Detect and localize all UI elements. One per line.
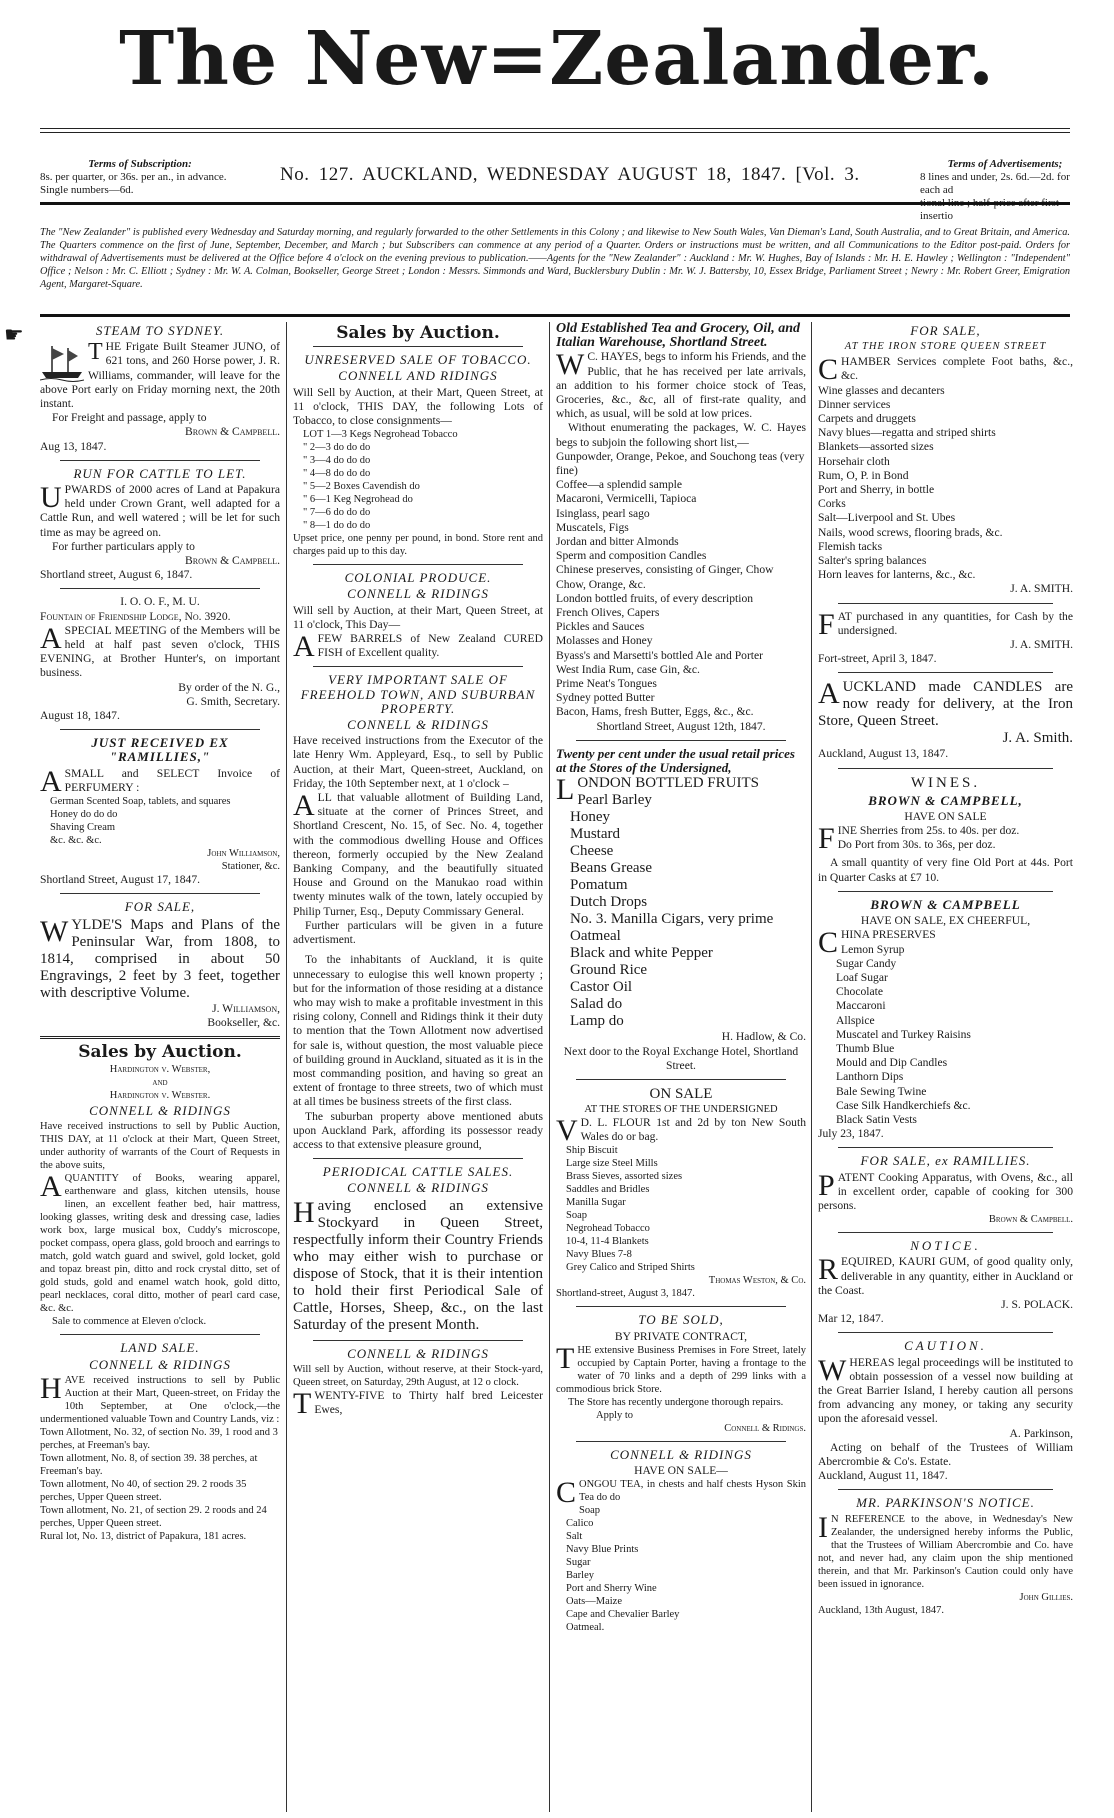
list-item: Port and Sherry Wine <box>566 1583 657 1595</box>
ad-item-list <box>293 428 543 532</box>
ad-item-list <box>40 795 280 847</box>
divider <box>60 1334 260 1335</box>
ad-firm: CONNELL & RIDINGS <box>89 1103 231 1119</box>
list-item: Muscatel and Turkey Raisins <box>836 1027 971 1041</box>
ad-item-list <box>818 943 1073 1128</box>
ad-firm: CONNELL AND RIDINGS <box>338 368 498 384</box>
list-item: Jordan and bitter Almonds <box>556 535 679 549</box>
list-item: Castor Oil <box>570 979 633 996</box>
ad-heading: LAND SALE. <box>120 1340 200 1356</box>
ad-ioof-meeting: I. O. O. F., M. U. Fountain of Friendship Lodge, No. 3920. ASPECIAL MEETING of the Members will be held at half past seven o'clock, THIS EVENING, at Brother Hunter's, on important business. By order of the N. G., G. Smith, Secretary. August 18, 1847. <box>40 595 280 723</box>
divider <box>838 1232 1053 1233</box>
ad-signature: Bookseller, &c. <box>207 1015 280 1029</box>
ad-body: Will sell by Auction, without reserve, at their Stock-yard, Queen street, on Saturday, 29th August, at 12 o clock. <box>293 1363 543 1388</box>
ad-heading: RUN FOR CATTLE TO LET. <box>73 465 247 481</box>
list-item: Isinglass, pearl sago <box>556 506 650 520</box>
ad-subheading: HAVE ON SALE— <box>634 1463 728 1477</box>
column-2 <box>293 322 543 1812</box>
list-item: " 8—1 do do do <box>303 520 371 532</box>
ad-on-sale-weston: ON SALE AT THE STORES OF THE UNDERSIGNED V D. L. FLOUR 1st and 2d by ton New South Wales do or bag. Ship Biscuit Large size Steel Mills Brass Sieves, assorted sizes Saddles and Bridles Manilla Sugar Soap Negrohead Tobacco 10-4, 11-4 Blankets Navy Blues 7-8 Grey Calico and Striped Shirts Thomas Weston, & Co. Shortland-street, August 3, 1847. <box>556 1085 806 1300</box>
list-item: " 2—3 do do do <box>303 442 371 454</box>
ad-body: D. L. FLOUR 1st and 2d by ton New South Wales do or bag. <box>580 1115 806 1144</box>
list-item: Prime Neat's Tongues <box>556 677 657 691</box>
ad-body: aving enclosed an extensive Stockyard in Queen Street, respectfully inform their Country Friends who may either wish to purchase or dispose of Stock, that it is their intention to hold their first Periodical Sale of Cattle, Horses, Sheep, &c., on the last Saturday of the present Month. <box>293 1197 543 1333</box>
list-item: 10-4, 11-4 Blankets <box>566 1236 649 1248</box>
list-item: " 6—1 Keg Negrohead do <box>303 494 413 506</box>
ad-body: HE extensive Business Premises in Fore Street, lately occupied by Captain Porter, having a frontage to the water of 70 links and a depth of 299 links with a commodious brick Store. <box>556 1344 806 1395</box>
list-item: Dutch Drops <box>570 894 648 911</box>
list-item: Soap <box>579 1505 601 1517</box>
ad-signature: A. Parkinson, <box>1009 1426 1073 1440</box>
ad-wylde-maps: FOR SALE, WYLDE'S Maps and Plans of the Peninsular War, from 1808, to 1814, comprised in about 50 Engravings, 2 feet by 3 feet, together with descriptive Volume. J. Williamson, Bookseller, &c. <box>40 899 280 1029</box>
ad-congou-tea: CONNELL & RIDINGS HAVE ON SALE— CONGOU TEA, in chests and half chests Hyson Skin Tea do do Soap Calico Salt Navy Blue Prints Sugar Barley Port and Sherry Wine Oats—Maize Cape and Chevalier Barley Oatmeal. <box>556 1446 806 1634</box>
list-item: Navy Blues 7-8 <box>566 1249 632 1261</box>
ad-item-list <box>556 450 806 720</box>
list-item: Navy blues—regatta and striped shirts <box>818 426 996 440</box>
ad-body: C. HAYES, begs to inform his Friends, and the Public, that he has received per late arrivals, an addition to his former choice stock of Teas, Groceries, &c., &c, all of first-rate quality, and which, as usual, will be sold at low prices. <box>556 350 806 421</box>
ad-date: Shortland Street, August 17, 1847. <box>40 873 201 887</box>
ad-body: The suburban property above mentioned abuts upon Auckland Park, affording its possessor ready access to that extensive pleasure ground, <box>293 1109 543 1151</box>
divider <box>313 564 523 565</box>
publication-notice: The "New Zealander" is published every Wednesday and Saturday morning, and regularly forwarded to the other Settlements in this Colony ; and likewise to New South Wales, Van Dieman's Land, South Australia, and to Great Britain, and America. The Quarters commence on the first of June, September, December, and March ; but Subscribers can commence at any period of a Quarter. Orders or instructions must be written, and all Communications to the Editor post-paid. Orders for withdrawal of Advertisements must be delivered at the Office before 4 o'clock on the evening previous to publication.——Agents for the "New Zealander" : Auckland : Mr. W. Hughes, Bay of Islands : Mr. H. E. Hawley ; Wellington : "Independent" Office ; Nelson : Mr. C. Elliott ; Sydney : Mr. W. A. Colman, Bookseller, George Street ; London : Messrs. Simmonds and Ward, Bucklersbury Dublin : Mr. W. J. Battersby, 10, Essex Bridge, Parliament Street ; Newry : Mr. Robert Greer, Emigration Agent, Margaret-Square. <box>40 227 1070 290</box>
list-item: Thumb Blue <box>836 1041 895 1055</box>
ad-land-sale: LAND SALE. CONNELL & RIDINGS HAVE received instructions to sell by Public Auction at their Mart, Queen-street, on Friday the 10th September, at One o'clock,—the undermentioned valuable Town and Country Lands, viz : Town Allotment, No. 32, of section No. 39, 1 rood and 3 perches, at Freeman's bay. Town allotment, No. 8, of section 39. 38 perches, at Freeman's bay. Town allotment, No 40, of section 29. 2 roods 35 perches, Upper Queen street. Town allotment, No. 21, of section 29. 2 roods and 24 perches, Upper Queen street. Rural lot, No. 13, district of Papakura, 181 acres. <box>40 1340 280 1542</box>
list-item: Brass Sieves, assorted sizes <box>566 1171 683 1183</box>
list-item: Town allotment, No 40, of section 29. 2 roods 35 perches, Upper Queen street. <box>40 1478 247 1503</box>
list-item: " 5—2 Boxes Cavendish do <box>303 481 420 493</box>
list-item: Oatmeal. <box>566 1622 605 1634</box>
ad-body: Will sell by Auction, at their Mart, Queen Street, at 11 o'clock, This Day— <box>293 603 543 631</box>
ad-body: Have received instructions from the Executor of the late Henry Wm. Appleyard, Esq., to sell by Public Auction, at their Mart, Queen-street, Auckland, on Friday, the 10th September next, at 1 o'clock – <box>293 734 543 790</box>
list-item: West India Rum, case Gin, &c. <box>556 662 700 676</box>
ad-heading: VERY IMPORTANT SALE OF FREEHOLD TOWN, AND SUBURBAN PROPERTY. <box>300 672 536 716</box>
list-item: Soap <box>566 1210 587 1222</box>
list-item: Negrohead Tobacco <box>566 1223 650 1235</box>
list-item: Muscatels, Figs <box>556 520 629 534</box>
ad-date: August 18, 1847. <box>40 709 120 723</box>
dateline <box>40 158 1070 222</box>
ad-firm: BROWN & CAMPBELL <box>870 896 1021 912</box>
ad-body: N REFERENCE to the above, in Wednesday's New Zealander, the undersigned hereby informs the Public, that the Trustees of William Abercrombie and Co. have not, and never had, any claim upon the ship mentioned therein, and that Mr. Parkinson's Caution could only have been issued in ignorance. <box>818 1513 1073 1590</box>
ad-body: The Store has recently undergone thorough repairs. <box>568 1396 784 1408</box>
column-divider <box>286 322 287 1812</box>
list-item: Manilla Sugar <box>566 1197 626 1209</box>
ad-body: QUANTITY of Books, wearing apparel, earthenware and glass, kitchen utensils, house linen, an excellent feather bed, hair mattress, looking glasses, writing desk and dressing case, ladies work box, large musical box, Cuddy's microscope, pocket compass, opera glass, gold brooch and earrings to match, gold watch guard and swivel, gold locket, gold and topaz breast pin, ditto and rock crystal ditto, set of gold studs, gold and enamel watch hook, gold ditto, pearl necklaces, coral ditto, mother of pearl card case, &c. &c. <box>40 1173 280 1315</box>
ad-body: EQUIRED, KAURI GUM, of good quality only, deliverable in any quantity, either in Auckland or the Coast. <box>818 1255 1073 1297</box>
section-heading: Sales by Auction. <box>78 1041 242 1062</box>
divider <box>60 460 260 461</box>
ad-heading: I. O. O. F., M. U. <box>120 595 200 609</box>
divider <box>313 1340 523 1341</box>
dateline-rule <box>40 202 1070 205</box>
list-item: Grey Calico and Striped Shirts <box>566 1262 695 1274</box>
divider <box>576 1079 786 1080</box>
ad-steam-to-sydney <box>40 324 280 454</box>
list-item: London bottled fruits, of every description <box>556 591 754 605</box>
ad-fat-purchased: FAT purchased in any quantities, for Cash by the undersigned. J. A. SMITH. Fort-street, April 3, 1847. <box>818 607 1073 666</box>
ad-body: INE Sherries from 25s. to 40s. per doz. <box>837 824 1020 838</box>
ad-firm: CONNELL & RIDINGS <box>347 1180 489 1196</box>
ad-freehold-property: VERY IMPORTANT SALE OF FREEHOLD TOWN, AND SUBURBAN PROPERTY. CONNELL & RIDINGS Have received instructions from the Executor of the late Henry Wm. Appleyard, Esq., to sell by Public Auction, at their Mart, Queen-street, Auckland, on Friday, the 10th September next, at 1 o'clock – ALL that valuable allotment of Building Land, situate at the corner of Princes Street, and Shortland Crescent, No. 15, of Sec. No. 4, together with the commodious dwelling House and Offices thereon, formerly occupied by the New Zealand Banking Company, and the beautifully situated House and Ground on the Manukao road within twenty minutes walk of the town, lately occupied by Philip Turner, Esq., Deputy Commissary General. Further particulars will be given in a future advertisment. To the inhabitants of Auckland, it is quite unnecessary to eulogise this well known property ; but for the information of those residing at a distance who may wish to make a profitable investment in this rising colony, Connell and Ridings think it their duty to mention that the Town Allotment now advertised for sale is, without question, the most valuable piece of building ground in Auckland, situated as it is in the most commanding position, and having so great an extent of frontage to three streets, two of which must at all times be business streets of the first class. The suburban property above mentioned abuts upon Auckland Park, affording its possessor ready access to that extensive pleasure ground, <box>293 672 543 1151</box>
notice-rule <box>40 314 1070 317</box>
masthead-rule <box>40 132 1070 133</box>
list-item: " 4—8 do do do <box>303 468 371 480</box>
list-item: Bacon, Hams, fresh Butter, Eggs, &c., &c. <box>556 705 754 719</box>
ad-subheading: AT THE IRON STORE QUEEN STREET <box>844 341 1047 353</box>
list-item: Chinese preserves, consisting of Ginger, Chow Chow, Orange, &c. <box>556 563 774 591</box>
ad-date: Shortland Street, August 12th, 1847. <box>596 719 766 733</box>
ad-body: THE Frigate Built Steamer JUNO, of 621 tons, and 260 Horse power, J. R. Williams, commander, will leave for the above Port early on Friday morning next, the 20th instant. <box>40 339 280 411</box>
ad-subheading: HAVE ON SALE, EX CHEERFUL, <box>860 914 1031 928</box>
issue-dateline: No. 127. AUCKLAND, WEDNESDAY AUGUST 18, 1847. [Vol. 3. <box>280 164 860 185</box>
ad-heading: JUST RECEIVED EX "RAMILLIES," <box>91 735 229 765</box>
list-item: Gunpowder, Orange, Pekoe, and Souchong teas (very fine) <box>556 449 805 478</box>
list-item: Dinner services <box>818 397 891 411</box>
ad-date: Auckland, August 13, 1847. <box>818 747 949 761</box>
ad-body: ATENT Cooking Apparatus, with Ovens, &c., all in excellent order, capable of cooking for 300 persons. <box>818 1170 1073 1212</box>
ad-body: Do Port from 30s. to 36s, per doz. <box>837 838 996 852</box>
ad-body: ONDON BOTTLED FRUITS <box>577 775 759 792</box>
list-item: Lemon Syrup <box>841 942 905 956</box>
list-item: Macaroni, Vermicelli, Tapioca <box>556 492 697 506</box>
list-item: Loaf Sugar <box>836 970 888 984</box>
list-item: Black Satin Vests <box>836 1112 917 1126</box>
divider <box>838 1332 1053 1333</box>
list-item: Cheese <box>570 843 614 860</box>
ad-body: A small quantity of very fine Old Port at 44s. Port in Quarter Casks at £7 10. <box>818 856 1073 884</box>
ad-bottled-fruits: Twenty per cent under the usual retail prices at the Stores of the Undersigned, LONDON BOTTLED FRUITS Pearl Barley Honey Mustard Cheese Beans Grease Pomatum Dutch Drops No. 3. Manilla Cigars, very prime Oatmeal Black and white Pepper Ground Rice Castor Oil Salad do Lamp do H. Hadlow, & Co. Next door to the Royal Exchange Hotel, Shortland Street. <box>556 745 806 1072</box>
ad-heading: CAUTION. <box>904 1338 987 1354</box>
list-item: " 7—6 do do do <box>303 507 371 519</box>
divider <box>60 893 260 894</box>
ad-ramillies-perfumery: JUST RECEIVED EX "RAMILLIES," ASMALL and SELECT Invoice of PERFUMERY : German Scented Soap, tablets, and squares Honey do do do Shaving Cream &c. &c. &c. John Williamson, Stationer, &c. Shortland Street, August 17, 1847. <box>40 735 280 887</box>
ad-body: Sale to commence at Eleven o'clock. <box>52 1316 207 1328</box>
list-item: Lanthorn Dips <box>836 1070 904 1084</box>
ad-subheading: BY PRIVATE CONTRACT, <box>614 1329 748 1343</box>
ad-signature: H. Hadlow, & Co. <box>721 1030 806 1044</box>
list-item: LOT 1—3 Kegs Negrohead Tobacco <box>303 429 458 441</box>
advertisement-line: 8 lines and under, 2s. 6d.—2d. for each ad <box>920 171 1070 196</box>
ad-item-list <box>556 792 806 1030</box>
case-name: Hardington v. Webster, <box>109 1064 211 1076</box>
list-item: Allspice <box>836 1013 875 1027</box>
ad-date: Mar 12, 1847. <box>818 1312 884 1326</box>
divider <box>313 1158 523 1159</box>
list-item: Pickles and Sauces <box>556 620 645 634</box>
divider <box>60 729 260 730</box>
advertisement-terms <box>920 158 1090 223</box>
list-item: Black and white Pepper <box>570 945 713 962</box>
ad-signature: Brown & Campbell. <box>185 554 280 568</box>
ad-date: Auckland, 13th August, 1847. <box>818 1604 944 1616</box>
ad-item-list <box>818 384 1073 583</box>
list-item: Sydney potted Butter <box>556 691 655 705</box>
ad-heading: WINES. <box>910 774 981 791</box>
list-item: Salt <box>566 1531 583 1543</box>
ad-parkinson-notice: MR. PARKINSON'S NOTICE. I N REFERENCE to the above, in Wednesday's New Zealander, the undersigned hereby informs the Public, that the Trustees of William Abercrombie and Co. have not, and never had, any claim upon the ship mentioned therein, and that Mr. Parkinson's Caution could only have been issued in ignorance. John Gillies. Auckland, 13th August, 1847. <box>818 1495 1073 1616</box>
list-item: Calico <box>566 1518 594 1530</box>
ad-signature: Brown & Campbell. <box>185 425 280 439</box>
ad-date: Shortland street, August 6, 1847. <box>40 568 193 582</box>
ad-firm: BROWN & CAMPBELL, <box>868 792 1023 808</box>
list-item: Bale Sewing Twine <box>836 1084 927 1098</box>
divider <box>576 1441 786 1442</box>
ad-heading: PERIODICAL CATTLE SALES. <box>322 1164 514 1180</box>
column-divider <box>811 322 812 1812</box>
case-name: and <box>152 1077 168 1089</box>
subscription-line: Single numbers—6d. <box>40 184 134 196</box>
list-item: Pomatum <box>570 877 628 894</box>
ad-body: To the inhabitants of Auckland, it is quite unnecessary to eulogise this well known property ; but for the information of those residing at a distance who may wish to make a profitable investment in this rising colony, Connell and Ridings think it their duty to mention that the Town Allotment now advertised for sale is, without question, the most valuable piece of building ground in Auckland, situated as it is in the most commanding position, and having so great an extent of frontage to three streets, two of which must at all times be business streets of the first class. <box>293 953 543 1109</box>
ad-body: Upset price, one penny per pound, in bond. Store rent and charges paid up to this day. <box>293 533 543 558</box>
ad-body: For further particulars apply to <box>52 539 195 553</box>
list-item: Cape and Chevalier Barley <box>566 1609 680 1621</box>
list-item: Town allotment, No. 8, of section 39. 38 perches, at Freeman's bay. <box>40 1452 258 1477</box>
ad-date: Fort-street, April 3, 1847. <box>818 652 937 666</box>
ad-signature: John Williamson, <box>207 848 280 860</box>
ad-body: SMALL and SELECT Invoice of PERFUMERY : <box>64 766 280 794</box>
list-item: Wine glasses and decanters <box>818 383 945 397</box>
ad-ex-cheerful: BROWN & CAMPBELL HAVE ON SALE, EX CHEERFUL, CHINA PRESERVES Lemon Syrup Sugar Candy Loaf Sugar Chocolate Maccaroni Allspice Muscatel and Turkey Raisins Thumb Blue Mould and Dip Candles Lanthorn Dips Bale Sewing Twine Case Silk Handkerchiefs &c. Black Satin Vests July 23, 1847. <box>818 898 1073 1141</box>
ad-body: FEW BARRELS of New Zealand CURED FISH of Excellent quality. <box>317 632 543 660</box>
ad-private-contract: TO BE SOLD, BY PRIVATE CONTRACT, THE extensive Business Premises in Fore Street, lately occupied by Captain Porter, having a frontage to the water of 70 links and a depth of 299 links with a commodious brick Store. The Store has recently undergone thorough repairs. Apply to Connell & Ridings. <box>556 1312 806 1434</box>
case-name: Hardington v. Webster. <box>109 1090 211 1102</box>
divider <box>838 768 1053 769</box>
list-item: Saddles and Bridles <box>566 1184 650 1196</box>
list-item: Beans Grease <box>570 860 653 877</box>
list-item: Shaving Cream <box>50 822 116 834</box>
ad-heading: Twenty per cent under the usual retail prices at the Stores of the Undersigned, <box>556 745 795 776</box>
ad-body: AT purchased in any quantities, for Cash by the undersigned. <box>837 609 1073 637</box>
list-item: Rum, O, P. in Bond <box>818 468 909 482</box>
ad-firm: CONNELL & RIDINGS <box>347 717 489 733</box>
list-item: Large size Steel Mills <box>566 1158 658 1170</box>
ad-firm: CONNELL & RIDINGS <box>347 1345 489 1361</box>
list-item: Salt—Liverpool and St. Ubes <box>818 511 956 525</box>
ad-signature: J. S. POLACK. <box>1001 1297 1073 1311</box>
masthead-title: The New=Zealander. <box>119 16 995 102</box>
ad-signature: J. Williamson, <box>212 1001 280 1015</box>
ad-signature: Thomas Weston, & Co. <box>708 1275 806 1287</box>
list-item: Nails, wood screws, flooring brads, &c. <box>818 525 1003 539</box>
ad-subheading: HAVE ON SALE <box>904 809 987 823</box>
ad-signature: Brown & Campbell. <box>988 1214 1073 1226</box>
ad-cattle-sales: PERIODICAL CATTLE SALES. CONNELL & RIDINGS Having enclosed an extensive Stockyard in Queen Street, respectfully inform their Country Friends who may either wish to purchase or dispose of Stock, that it is their intention to hold their first Periodical Sale of Cattle, Horses, Sheep, &c., on the last Saturday of the present Month. <box>293 1164 543 1333</box>
steamship-icon <box>40 342 84 382</box>
list-item: Coffee—a splendid sample <box>556 478 682 492</box>
divider <box>313 666 523 667</box>
list-item: Mustard <box>570 826 620 843</box>
list-item: Lamp do <box>570 1013 624 1030</box>
list-item: Maccaroni <box>836 999 886 1013</box>
ad-wines: WINES. BROWN & CAMPBELL, HAVE ON SALE FINE Sherries from 25s. to 40s. per doz. Do Port from 30s. to 36s, per doz. A small quantity of very fine Old Port at 44s. Port in Quarter Casks at £7 10. <box>818 774 1073 884</box>
divider <box>838 1147 1053 1148</box>
advertisement-line: tional line ; half-price after first insertio <box>920 197 1059 222</box>
list-item: Town Allotment, No. 32, of section No. 39, 1 rood and 3 perches, at Freeman's bay. <box>40 1426 278 1451</box>
ad-date: Aug 13, 1847. <box>40 439 107 453</box>
ad-body: ONGOU TEA, in chests and half chests Hyson Skin Tea do do <box>579 1479 806 1504</box>
ad-body: Have received instructions to sell by Public Auction, THIS DAY, at 11 o'clock at their Mart, Queen Street, under authority of warrants of the Court of Requests in the above suits, <box>40 1121 280 1172</box>
column-4 <box>818 322 1073 1812</box>
column-3 <box>556 322 806 1812</box>
double-rule <box>40 1036 280 1039</box>
ad-body: Acting on behalf of the Trustees of William Abercrombie & Co's. Estate. <box>818 1440 1073 1468</box>
ad-body: HEREAS legal proceedings will be instituted to obtain possession of a vessel now building at the Great Barrier Island, I hereby caution all persons from advancing any money, or taking any security upon the aforesaid vessel. <box>818 1355 1073 1426</box>
ad-date: July 23, 1847. <box>818 1127 884 1141</box>
ad-body: UCKLAND made CANDLES are now ready for delivery, at the Iron Store, Queen Street. <box>818 679 1073 730</box>
ad-heading: FOR SALE, <box>910 323 981 338</box>
list-item: Honey do do do <box>50 809 118 821</box>
ad-heading: FOR SALE, <box>124 899 196 915</box>
ad-body: WENTY-FIVE to Thirty half bred Leicester Ewes, <box>314 1388 543 1416</box>
ad-heading: COLONIAL PRODUCE. <box>344 570 492 586</box>
list-item: &c. &c. &c. <box>50 835 102 847</box>
ad-signature: By order of the N. G., <box>178 680 280 694</box>
list-item: Sugar <box>566 1557 591 1569</box>
ad-signature: Stationer, &c. <box>221 861 280 873</box>
ad-heading: FOR SALE, ex RAMILLIES. <box>860 1153 1031 1169</box>
ad-signature: G. Smith, Secretary. <box>186 694 280 708</box>
divider <box>838 891 1053 892</box>
divider <box>838 1489 1053 1490</box>
ad-subheading: AT THE STORES OF THE UNDERSIGNED <box>584 1103 778 1115</box>
list-item: Honey <box>570 809 610 826</box>
divider <box>576 1306 786 1307</box>
list-item: Horn leaves for lanterns, &c., &c. <box>818 568 976 582</box>
ad-date: Shortland-street, August 3, 1847. <box>556 1288 695 1300</box>
ad-body: Further particulars will be given in a future advertisment. <box>293 918 543 947</box>
ad-item-list <box>556 1144 806 1274</box>
list-item: Rural lot, No. 13, district of Papakura, 181 acres. <box>40 1530 247 1542</box>
ad-body: HINA PRESERVES <box>841 928 936 942</box>
ad-item-list <box>556 1504 806 1634</box>
list-item: No. 3. Manilla Cigars, very prime <box>570 911 774 928</box>
subscription-line: 8s. per quarter, or 36s. per an., in advance. <box>40 171 227 183</box>
divider <box>838 672 1053 673</box>
list-item: Chocolate <box>836 985 884 999</box>
ad-signature: J. A. SMITH. <box>1010 638 1073 652</box>
ad-firm: CONNELL & RIDINGS <box>347 586 489 602</box>
list-item: Carpets and druggets <box>818 412 916 426</box>
list-item: Town allotment, No. 21, of section 29. 2 roods and 24 perches, Upper Queen street. <box>40 1504 267 1529</box>
subscription-title: Terms of Subscription: <box>88 158 192 170</box>
ad-auckland-candles: AUCKLAND made CANDLES are now ready for delivery, at the Iron Store, Queen Street. J. A. Smith. Auckland, August 13, 1847. <box>818 677 1073 761</box>
ad-firm: CONNELL & RIDINGS <box>89 1356 231 1372</box>
list-item: Sperm and composition Candles <box>556 549 707 563</box>
ad-body: LL that valuable allotment of Building Land, situate at the corner of Princes Street, and Shortland Crescent, No. 15, of Sec. No. 4, together with the commodious dwelling House and Offices thereon, formerly occupied by the New Zealand Banking Company, and the beautifully situated House and Ground on the Manukao road within twenty minutes walk of the town, lately occupied by Philip Turner, Esq., Deputy Commissary General. <box>293 791 543 918</box>
ad-body: SPECIAL MEETING of the Members will be held at half past seven o'clock, THIS EVENING, at Brother Hunter's, on important business. <box>40 623 280 680</box>
list-item: Byass's and Marsetti's bottled Ale and Porter <box>556 648 764 662</box>
ad-body: For Freight and passage, apply to <box>52 411 207 425</box>
list-item: Salad do <box>570 996 623 1013</box>
list-item: Barley <box>566 1570 594 1582</box>
ad-iron-store: FOR SALE, AT THE IRON STORE QUEEN STREET CHAMBER Services complete Foot baths, &c., &c. Wine glasses and decanters Dinner services Carpets and druggets Navy blues—regatta and striped shirts Blankets—assorted sizes Horsehair cloth Rum, O, P. in Bond Port and Sherry, in bottle Corks Salt—Liverpool and St. Ubes Nails, wood screws, flooring brads, &c. Flemish tacks Salter's spring balances Horn leaves for lanterns, &c., &c. J. A. SMITH. <box>818 323 1073 596</box>
ad-tea-grocery: Old Established Tea and Grocery, Oil, and Italian Warehouse, Shortland Street. W C. HAYES, begs to inform his Friends, and the Public, that he has received per late arrivals, an addition to his former choice stock of Teas, Groceries, &c., &c, all of first-rate quality, and which, as usual, will be sold at low prices. Without enumerating the packages, W. C. Hayes begs to subjoin the following short list,— Gunpowder, Orange, Pekoe, and Souchong teas (very fine) Coffee—a splendid sample Macaroni, Vermicelli, Tapioca Isinglass, pearl sago Muscatels, Figs Jordan and bitter Almonds Sperm and composition Candles Chinese preserves, consisting of Ginger, Chow Chow, Orange, &c. London bottled fruits, of every description French Olives, Capers Pickles and Sauces Molasses and Honey Byass's and Marsetti's bottled Ale and Porter West India Rum, case Gin, &c. Prime Neat's Tongues Sydney potted Butter Bacon, Hams, fresh Butter, Eggs, &c., &c. Shortland Street, August 12th, 1847. <box>556 322 806 733</box>
ad-heading: NOTICE. <box>910 1238 981 1254</box>
list-item: Ground Rice <box>570 962 648 979</box>
list-item: Port and Sherry, in bottle <box>818 483 935 497</box>
list-item: Salter's spring balances <box>818 554 927 568</box>
ad-body: Will Sell by Auction, at their Mart, Queen Street, at 11 o'clock, THIS DAY, the following Lots of Tobacco, to close consignments— <box>293 385 543 428</box>
masthead-rule <box>40 128 1070 129</box>
list-item: French Olives, Capers <box>556 606 660 620</box>
ad-kauri-gum: NOTICE. REQUIRED, KAURI GUM, of good quality only, deliverable in any quantity, either in Auckland or the Coast. J. S. POLACK. Mar 12, 1847. <box>818 1238 1073 1326</box>
list-item: Sugar Candy <box>836 956 897 970</box>
ad-colonial-produce: COLONIAL PRODUCE. CONNELL & RIDINGS Will sell by Auction, at their Mart, Queen Street, at 11 o'clock, This Day— AFEW BARRELS of New Zealand CURED FISH of Excellent quality. <box>293 570 543 664</box>
ad-signature: John Gillies. <box>1019 1591 1073 1603</box>
ad-signature: J. A. SMITH. <box>1010 582 1073 596</box>
ad-item-list <box>40 1426 280 1543</box>
ad-body: HAMBER Services complete Foot baths, &c., &c. <box>841 355 1073 383</box>
ad-tobacco-sale <box>293 353 543 558</box>
subscription-terms <box>40 158 240 197</box>
divider <box>313 346 523 347</box>
ad-body: PWARDS of 2000 acres of Land at Papakura held under Crown Grant, well adapted for a Cattle Run, and well watered ; will be let for such time as may be agreed on. <box>40 483 280 539</box>
list-item: Flemish tacks <box>818 539 883 553</box>
ad-heading: STEAM TO SYDNEY. <box>95 323 225 338</box>
ad-run-for-cattle: RUN FOR CATTLE TO LET. UPWARDS of 2000 acres of Land at Papakura held under Crown Grant, well adapted for a Cattle Run, and well watered ; will be let for such time as may be agreed on. For further particulars apply to Brown & Campbell. Shortland street, August 6, 1847. <box>40 465 280 582</box>
ad-heading: UNRESERVED SALE OF TOBACCO. <box>304 352 532 368</box>
divider <box>838 603 1053 604</box>
list-item: Molasses and Honey <box>556 634 653 648</box>
list-item: Horsehair cloth <box>818 454 890 468</box>
ad-body: AVE received instructions to sell by Public Auction at their Mart, Queen-street, on Friday the 10th September, at One o'clock,—the undermentioned valuable Town and Country Lands, viz : <box>40 1374 280 1425</box>
ad-heading: MR. PARKINSON'S NOTICE. <box>856 1495 1035 1511</box>
ad-body: YLDE'S Maps and Plans of the Peninsular War, from 1808, to 1814, comprised in about 50 Engravings, 2 feet by 3 feet, together with descriptive Volume. <box>40 916 280 1001</box>
ad-heading: ON SALE <box>649 1085 713 1102</box>
divider <box>60 588 260 589</box>
ad-signature: J. A. Smith. <box>1002 730 1073 747</box>
list-item: Blankets—assorted sizes <box>818 440 934 454</box>
ad-body: Apply to <box>596 1409 634 1421</box>
list-item: Case Silk Handkerchiefs &c. <box>836 1098 971 1112</box>
ad-date: Auckland, August 11, 1847. <box>818 1469 948 1483</box>
ad-signature: Connell & Ridings. <box>724 1422 806 1434</box>
ad-leicester-ewes: CONNELL & RIDINGS Will sell by Auction, without reserve, at their Stock-yard, Queen street, on Saturday, 29th August, at 12 o clock. TWENTY-FIVE to Thirty half bred Leicester Ewes, <box>293 1345 543 1420</box>
list-item: Corks <box>818 497 846 511</box>
ad-subheading: Fountain of Friendship Lodge, No. 3920. <box>40 609 231 623</box>
list-item: Navy Blue Prints <box>566 1544 639 1556</box>
column-1 <box>40 322 280 1812</box>
ad-heading: TO BE SOLD, <box>638 1312 724 1328</box>
ad-heading: Old Established Tea and Grocery, Oil, and Italian Warehouse, Shortland Street. <box>556 322 800 351</box>
column-divider <box>549 322 550 1812</box>
ad-firm: CONNELL & RIDINGS <box>610 1446 752 1462</box>
list-item: German Scented Soap, tablets, and squares <box>50 796 231 808</box>
ad-ramillies-cooking: FOR SALE, ex RAMILLIES. PATENT Cooking Apparatus, with Ovens, &c., all in excellent order, capable of cooking for 300 persons. Brown & Campbell. <box>818 1153 1073 1226</box>
list-item: " 3—4 do do do <box>303 455 371 467</box>
advertisement-title: Terms of Advertisements; <box>947 158 1063 170</box>
ad-caution: CAUTION. WHEREAS legal proceedings will be instituted to obtain possession of a vessel now building at the Great Barrier Island, I hereby caution all persons from advancing any money, or taking any security upon the aforesaid vessel. A. Parkinson, Acting on behalf of the Trustees of William Abercrombie & Co's. Estate. Auckland, August 11, 1847. <box>818 1338 1073 1483</box>
list-item: Pearl Barley <box>577 792 652 809</box>
ad-auction-hardington: Sales by Auction. Hardington v. Webster, and Hardington v. Webster. CONNELL & RIDINGS Have received instructions to sell by Public Auction, THIS DAY, at 11 o'clock at their Mart, Queen Street, under authority of warrants of the Court of Requests in the above suits, AQUANTITY of Books, wearing apparel, earthenware and glass, kitchen utensils, house linen, an excellent feather bed, hair mattress, looking glasses, writing desk and dressing case, ladies work box, large musical box, Cuddy's microscope, pocket compass, opera glass, gold brooch and earrings to match, gold watch guard and swivel, gold locket, gold and topaz breast pin, ditto and rock crystal ditto, set of gold studs, gold and enamel watch hook, gold ditto, pearl necklaces, coral ditto, mother of pearl card case, &c. &c. Sale to commence at Eleven o'clock. <box>40 1041 280 1328</box>
list-item: Mould and Dip Candles <box>836 1056 948 1070</box>
list-item: Ship Biscuit <box>566 1145 618 1157</box>
ad-body: Without enumerating the packages, W. C. Hayes begs to subjoin the following short list,— <box>556 421 806 449</box>
pointing-hand-icon: ☛ <box>4 322 24 347</box>
section-heading: Sales by Auction. <box>336 323 500 343</box>
list-item: Oatmeal <box>570 928 621 945</box>
list-item: Oats—Maize <box>566 1596 622 1608</box>
ad-address: Next door to the Royal Exchange Hotel, Shortland Street. <box>563 1044 799 1072</box>
divider <box>576 740 786 741</box>
